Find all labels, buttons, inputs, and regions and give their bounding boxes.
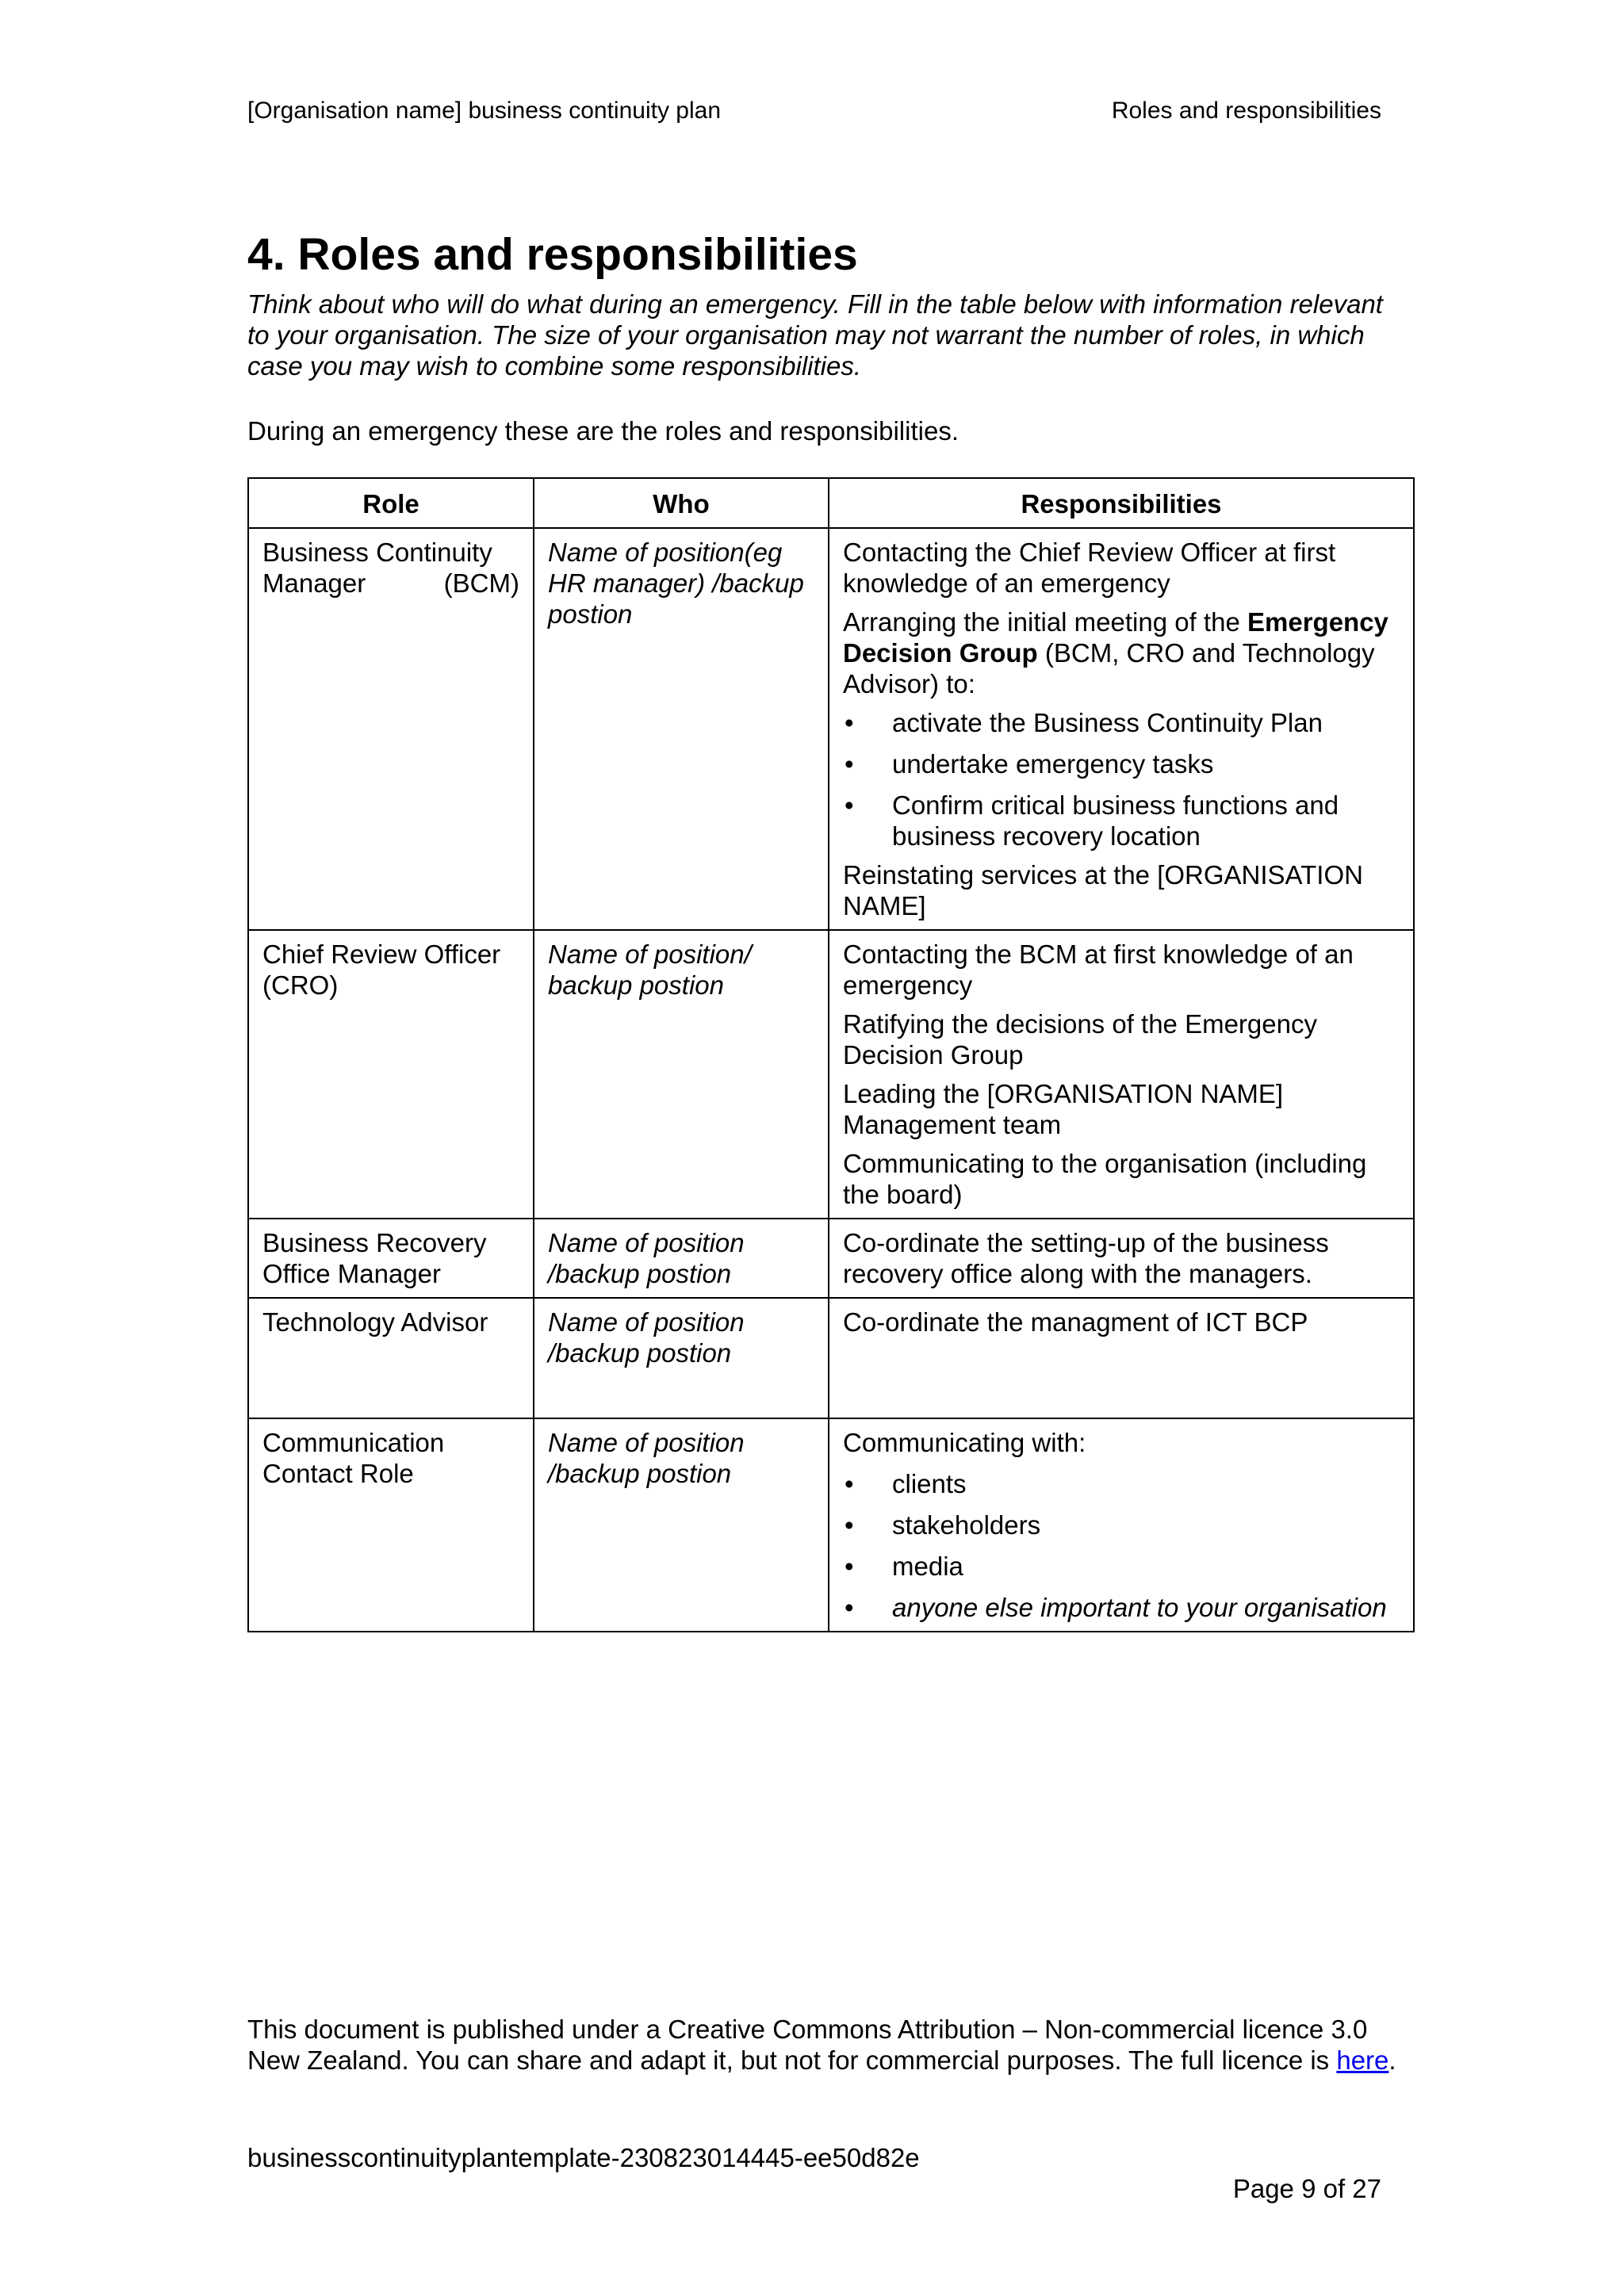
bullet-icon: •	[845, 1510, 854, 1540]
responsibility-list	[843, 707, 1400, 851]
licence-notice	[247, 2014, 1397, 2076]
list-item	[843, 707, 1400, 738]
who-cell: Name of position/ backup postion	[534, 930, 829, 1219]
responsibility-text: Ratifying the decisions of the Emergency Decision Group	[843, 1009, 1317, 1070]
responsibilities-cell: Co-ordinate the setting-up of the business recovery office along with the managers.	[829, 1219, 1414, 1298]
bullet-icon: •	[845, 749, 854, 779]
responsibility-text: Reinstating services at the [ORGANISATION NAME]	[843, 860, 1363, 920]
who-cell: Name of position /backup postion	[534, 1418, 829, 1632]
running-header-section: Roles and responsibilities	[1111, 98, 1381, 124]
who-cell: Name of position(eg HR manager) /backup postion	[534, 528, 829, 930]
list-item-text: clients	[892, 1469, 967, 1498]
bullet-icon: •	[845, 790, 854, 820]
responsibilities-cell	[829, 930, 1414, 1219]
list-item-text: undertake emergency tasks	[892, 749, 1214, 779]
bullet-icon: •	[845, 1469, 854, 1498]
document-id: businesscontinuityplantemplate-230823014445-ee50d82e	[247, 2143, 920, 2172]
header-role: Role	[248, 478, 534, 528]
header-responsibilities: Responsibilities	[829, 478, 1414, 528]
roles-table	[247, 477, 1415, 1632]
bullet-icon: •	[845, 708, 854, 737]
header-who: Who	[534, 478, 829, 528]
responsibility-text: Contacting the BCM at first knowledge of an emergency	[843, 939, 1354, 1000]
responsibility-text: Contacting the Chief Review Officer at first knowledge of an emergency	[843, 538, 1336, 598]
list-item	[843, 1551, 1400, 1582]
responsibility-text: Communicating with:	[843, 1428, 1086, 1457]
licence-text: This document is published under a Creative Commons Attribution – Non-commercial licence 3.0 New Zealand. You can share and adapt it, but not for commercial purposes. The full licence is	[247, 2015, 1368, 2075]
table-header-row	[248, 478, 1414, 528]
role-cell: Business Continuity Manager (BCM)	[248, 528, 534, 930]
table-row	[248, 1418, 1414, 1632]
list-item	[843, 1468, 1400, 1499]
licence-link[interactable]: here	[1336, 2045, 1389, 2075]
page-number: Page 9 of 27	[1232, 2174, 1381, 2203]
role-cell: Chief Review Officer (CRO)	[248, 930, 534, 1219]
running-header-title: [Organisation name] business continuity plan	[247, 98, 722, 124]
list-item-text: activate the Business Continuity Plan	[892, 708, 1323, 737]
responsibilities-cell	[829, 1418, 1414, 1632]
list-item	[843, 790, 1400, 851]
responsibilities-cell: Co-ordinate the managment of ICT BCP	[829, 1298, 1414, 1418]
list-item	[843, 748, 1400, 779]
list-item-text: anyone else important to your organisation	[892, 1593, 1387, 1622]
section-lead: During an emergency these are the roles and responsibilities.	[247, 416, 959, 446]
list-item	[843, 1510, 1400, 1540]
list-item	[843, 1592, 1400, 1623]
table-row	[248, 1298, 1414, 1418]
table-row	[248, 1219, 1414, 1298]
list-item-text: media	[892, 1552, 963, 1581]
who-cell: Name of position /backup postion	[534, 1219, 829, 1298]
list-item-text: Confirm critical business functions and business recovery location	[892, 790, 1339, 851]
responsibility-text: Leading the [ORGANISATION NAME] Management team	[843, 1079, 1284, 1139]
list-item-text: stakeholders	[892, 1510, 1041, 1540]
table-row	[248, 528, 1414, 930]
section-title: 4. Roles and responsibilities	[247, 229, 858, 280]
emergency-decision-group-term: Emergency Decision Group	[843, 607, 1388, 668]
role-cell: Communication Contact Role	[248, 1418, 534, 1632]
role-cell: Business Recovery Office Manager	[248, 1219, 534, 1298]
licence-text-end: .	[1388, 2045, 1396, 2075]
responsibilities-cell	[829, 528, 1414, 930]
responsibility-text	[843, 607, 1400, 699]
responsibility-text-part: Arranging the initial meeting of the	[843, 607, 1240, 637]
responsibility-text-part: (BCM, CRO and Technology Advisor) to:	[843, 638, 1375, 698]
bullet-icon: •	[845, 1593, 854, 1622]
section-intro: Think about who will do what during an emergency. Fill in the table below with information relevant to your organisation. The size of your organisation may not warrant the number of roles, in which case you may wish to combine some responsibilities.	[247, 289, 1383, 381]
bullet-icon: •	[845, 1552, 854, 1581]
table-row	[248, 930, 1414, 1219]
responsibility-list	[843, 1468, 1400, 1623]
role-cell: Technology Advisor	[248, 1298, 534, 1418]
who-cell: Name of position /backup postion	[534, 1298, 829, 1418]
responsibility-text: Communicating to the organisation (including the board)	[843, 1149, 1367, 1209]
